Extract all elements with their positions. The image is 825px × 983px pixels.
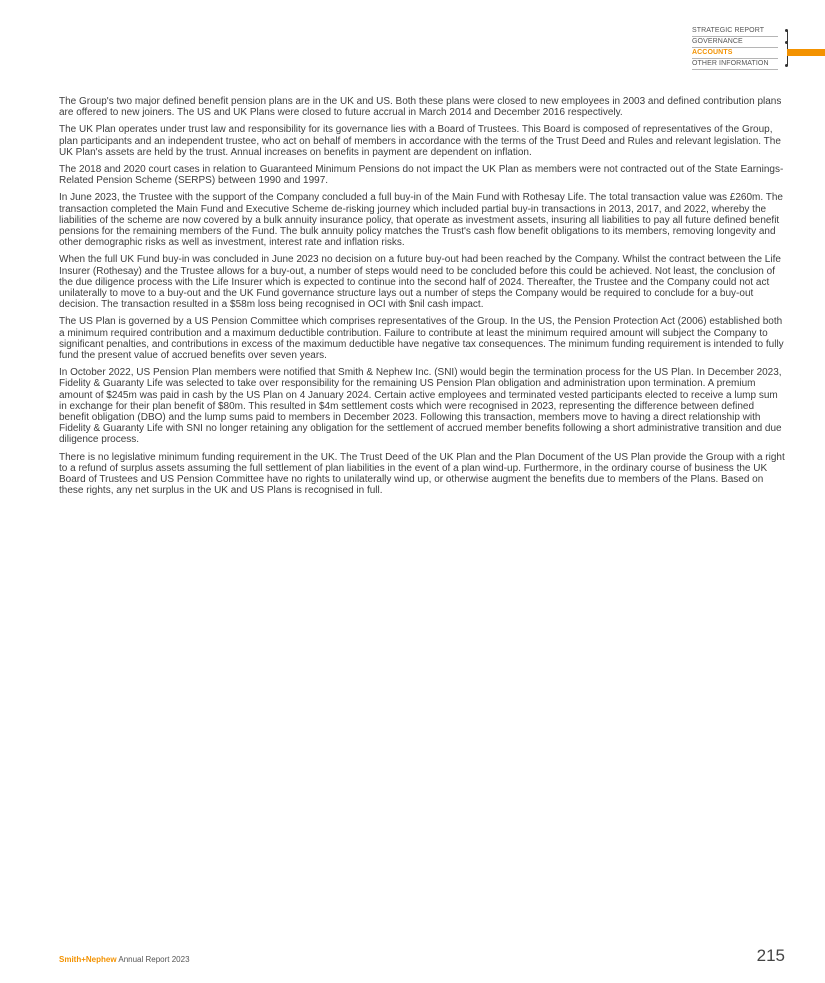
paragraph: The UK Plan operates under trust law and responsibility for its governance lies with a Board of Trustees. This Board is composed of representatives of the Group, plan participants and an independent trustee, who act on behalf of members in accordance with the terms of the Trust Deed and Rules and relevant legislation. The UK Plan's assets are held by the trust. Annual increases on benefits in payment are dependent on inflation.	[59, 124, 781, 158]
active-section-marker	[787, 49, 825, 56]
nav-dot-bottom	[785, 64, 788, 67]
paragraph: In June 2023, the Trustee with the support of the Company concluded a full buy-in of the Main Fund with Rothesay Life. The total transaction value was £260m. The transaction completed the Main Fund and Executive Scheme de-risking journey which included partial buy-in transactions in 2013, 2017, and 2022, whereby the liabilities of the scheme are now covered by a bulk annuity insurance policy, that operate as investment assets, insuring all liabilities to pay all future defined benefit pensions for the remaining members of the Fund. The bulk annuity policy matches the Trust's cash flow benefit obligations to its members, removing longevity and other demographic risks as well as investment, interest rate and inflation risks.	[59, 192, 783, 249]
paragraph: The US Plan is governed by a US Pension Committee which comprises representatives of the Group. In the US, the Pension Protection Act (2006) established both a minimum required contribution and a maximum deductible contribution. Failure to contribute at least the minimum required amount will subject the Company to significant penalties, and contributions in excess of the maximum deductible have negative tax consequences. The minimum funding requirement is intended to fully fund the present value of accrued benefits over seven years.	[59, 316, 784, 362]
nav-item-accounts[interactable]: ACCOUNTS	[692, 48, 778, 59]
report-title: Annual Report 2023	[118, 955, 190, 964]
section-navigation	[692, 26, 825, 70]
paragraph: The Group's two major defined benefit pension plans are in the UK and US. Both these plans were closed to new employees in 2003 and defined contribution plans are offered to new joiners. The US and UK Plans were closed to future accrual in March 2014 and December 2016 respectively.	[59, 96, 782, 119]
nav-track-line	[787, 30, 788, 66]
nav-item-governance[interactable]: GOVERNANCE	[692, 37, 778, 48]
footer-brand	[59, 955, 190, 964]
page-number: 215	[756, 946, 785, 965]
paragraph: There is no legislative minimum funding requirement in the UK. The Trust Deed of the UK Plan and the Plan Document of the US Plan provide the Group with a right to a refund of surplus assets assuming the full settlement of plan liabilities in the event of a plan wind-up. Furthermore, in the ordinary course of business the UK Board of Trustees and US Pension Committee have no rights to unilaterally wind up, or otherwise augment the benefits due to members of the Plans. Based on these rights, any net surplus in the UK and US Plans is recognised in full.	[59, 451, 785, 497]
nav-dot	[785, 41, 788, 44]
paragraph: The 2018 and 2020 court cases in relation to Guaranteed Minimum Pensions do not impact the UK Plan as members were not contracted out of the State Earnings-Related Pension Scheme (SERPS) between 1990 and 1997.	[59, 164, 784, 187]
nav-item-other-information[interactable]: OTHER INFORMATION	[692, 59, 778, 70]
brand-name: Smith+Nephew	[59, 955, 117, 964]
paragraph: In October 2022, US Pension Plan members were notified that Smith & Nephew Inc. (SNI) would begin the termination process for the US Plan. In December 2023, Fidelity & Guaranty Life was selected to take over responsibility for the remaining US Pension Plan obligation and administration upon termination. A premium amount of $245m was paid in cash by the US Plan on 4 January 2024. Certain active employees and terminated vested participants elected to receive a lump sum in exchange for their plan benefit of $80m. This resulted in $4m settlement costs which were recognised in 2023, representing the difference between defined benefit obligation (DBO) and the lump sums paid to members in December 2023. Following this transaction, members move to having a direct relationship with Fidelity & Guaranty Life with SNI no longer retaining any obligation for the settlement of accrued member benefits following a short administrative transition and due diligence process.	[59, 367, 782, 446]
nav-item-strategic-report[interactable]: STRATEGIC REPORT	[692, 26, 778, 37]
body-text	[59, 96, 786, 503]
paragraph: When the full UK Fund buy-in was concluded in June 2023 no decision on a future buy-out had been reached by the Company. Whilst the contract between the Life Insurer (Rothesay) and the Trustee allows for a buy-out, a number of steps would need to be concluded before this could be achieved. Not least, the conclusion of the due diligence process with the Life Insurer which is expected to continue into the second half of 2024. Thereafter, the Trustee and the Company could not act unilaterally to move to a buy-out and the UK Fund governance structure lays out a number of steps the Company would be required to conclude for a buy-out decision. The transaction resulted in a $58m loss being recognised in OCI with $nil cash impact.	[59, 254, 781, 311]
nav-dot-top	[785, 29, 788, 32]
